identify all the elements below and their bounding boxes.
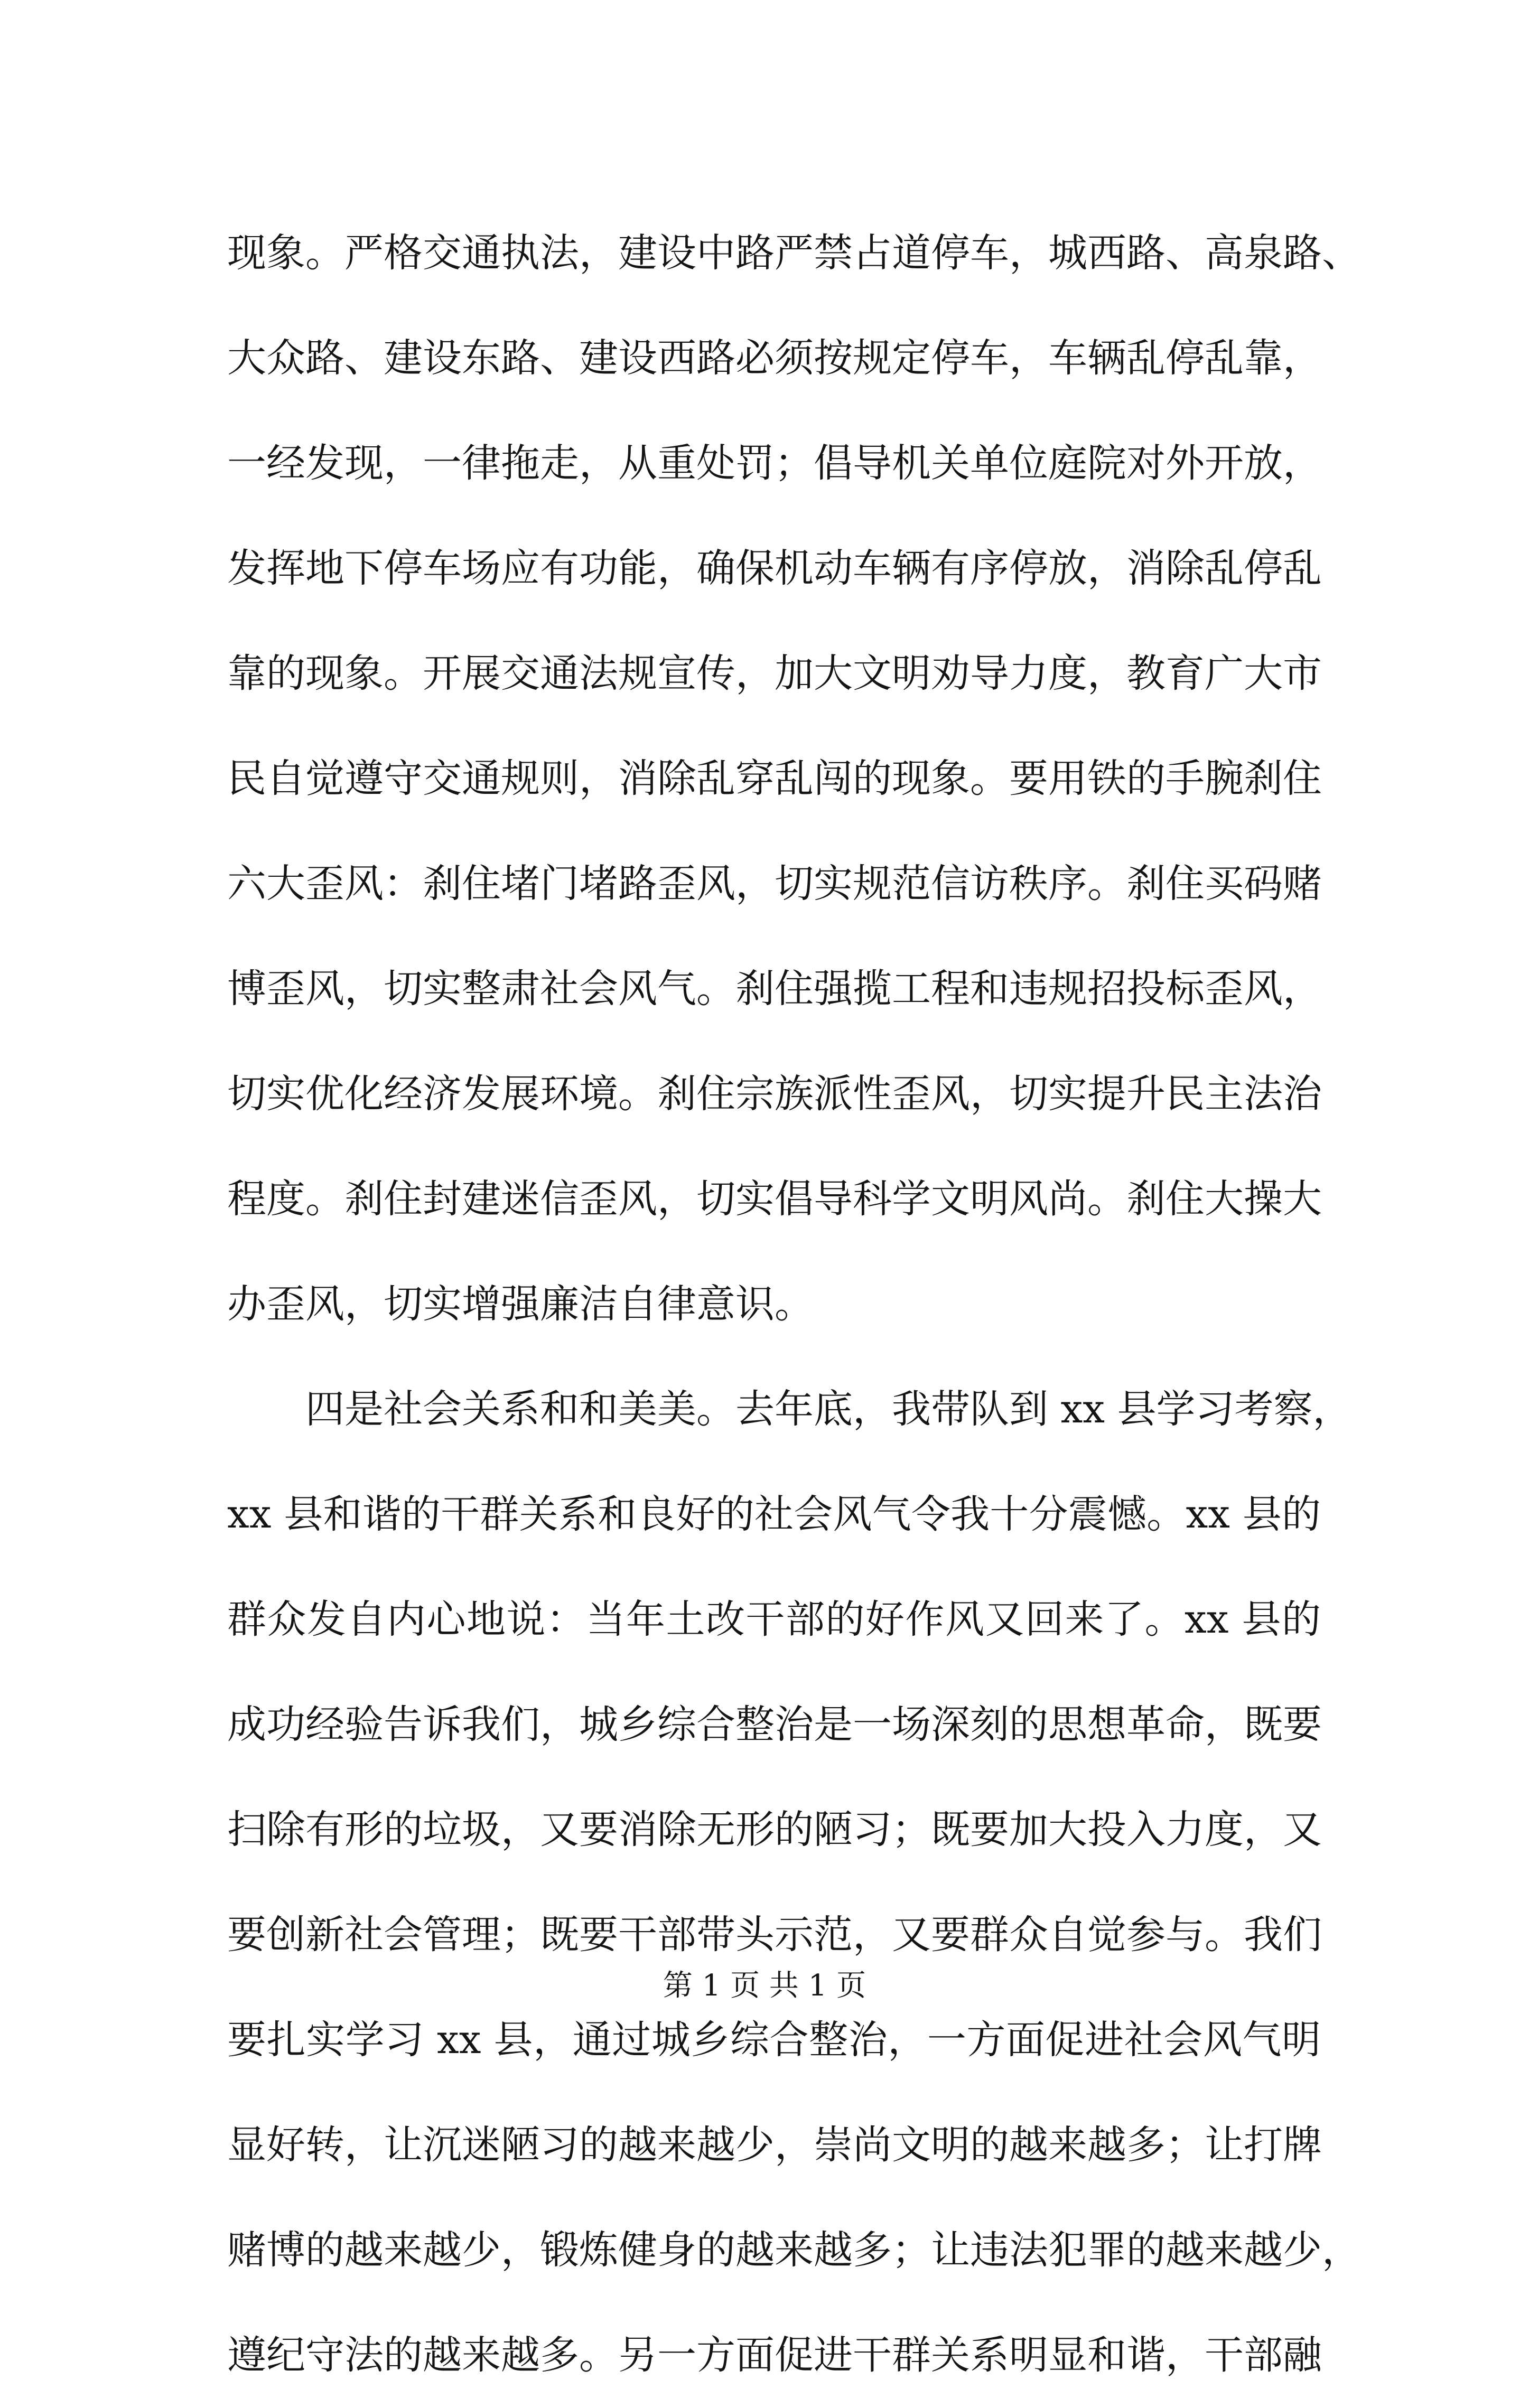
body-text bbox=[227, 201, 1361, 2408]
text-line: 大众路、建设东路、建设西路必须按规定停车，车辆乱停乱靠， bbox=[227, 335, 1322, 381]
text-line: 扫除有形的垃圾，又要消除无形的陋习；既要加大投入力度，又 bbox=[227, 1807, 1322, 1852]
text-line: 六大歪风：刹住堵门堵路歪风，切实规范信访秩序。刹住买码赌 bbox=[227, 861, 1322, 906]
text-line: 显好转，让沉迷陋习的越来越少，崇尚文明的越来越多；让打牌 bbox=[227, 2122, 1322, 2168]
text-line: 要扎实学习 xx 县，通过城乡综合整治，一方面促进社会风气明 bbox=[227, 2017, 1321, 2063]
text-line: 程度。刹住封建迷信歪风，切实倡导科学文明风尚。刹住大操大 bbox=[227, 1176, 1322, 1222]
text-line: 遵纪守法的越来越多。另一方面促进干群关系明显和谐，干部融 bbox=[227, 2332, 1322, 2378]
text-line: 要创新社会管理；既要干部带头示范，又要群众自觉参与。我们 bbox=[227, 1912, 1322, 1957]
text-line: xx 县和谐的干群关系和良好的社会风气令我十分震憾。xx 县的 bbox=[227, 1492, 1321, 1537]
text-line: 切实优化经济发展环境。刹住宗族派性歪风，切实提升民主法治 bbox=[227, 1071, 1322, 1117]
text-line: 现象。严格交通执法，建设中路严禁占道停车，城西路、高泉路、 bbox=[227, 230, 1361, 276]
page-number: 第 1 页 共 1 页 bbox=[663, 1969, 866, 2003]
text-line: 办歪风，切实增强廉洁自律意识。 bbox=[227, 1281, 814, 1327]
text-line: 成功经验告诉我们，城乡综合整治是一场深刻的思想革命，既要 bbox=[227, 1702, 1322, 1747]
text-line: 博歪风，切实整肃社会风气。刹住强揽工程和违规招投标歪风， bbox=[227, 966, 1322, 1011]
page-footer bbox=[0, 1965, 1529, 2007]
paragraph-start-line: 四是社会关系和和美美。去年底，我带队到 xx 县学习考察， bbox=[305, 1386, 1352, 1432]
text-line: 发挥地下停车场应有功能，确保机动车辆有序停放，消除乱停乱 bbox=[227, 546, 1322, 591]
text-line: 靠的现象。开展交通法规宣传，加大文明劝导力度，教育广大市 bbox=[227, 651, 1322, 696]
text-line: 赌博的越来越少，锻炼健身的越来越多；让违法犯罪的越来越少， bbox=[227, 2227, 1361, 2273]
text-line: 民自觉遵守交通规则，消除乱穿乱闯的现象。要用铁的手腕刹住 bbox=[227, 756, 1322, 801]
text-line: 一经发现，一律拖走，从重处罚；倡导机关单位庭院对外开放， bbox=[227, 441, 1322, 486]
text-line: 群众发自内心地说：当年土改干部的好作风又回来了。xx 县的 bbox=[227, 1597, 1321, 1642]
